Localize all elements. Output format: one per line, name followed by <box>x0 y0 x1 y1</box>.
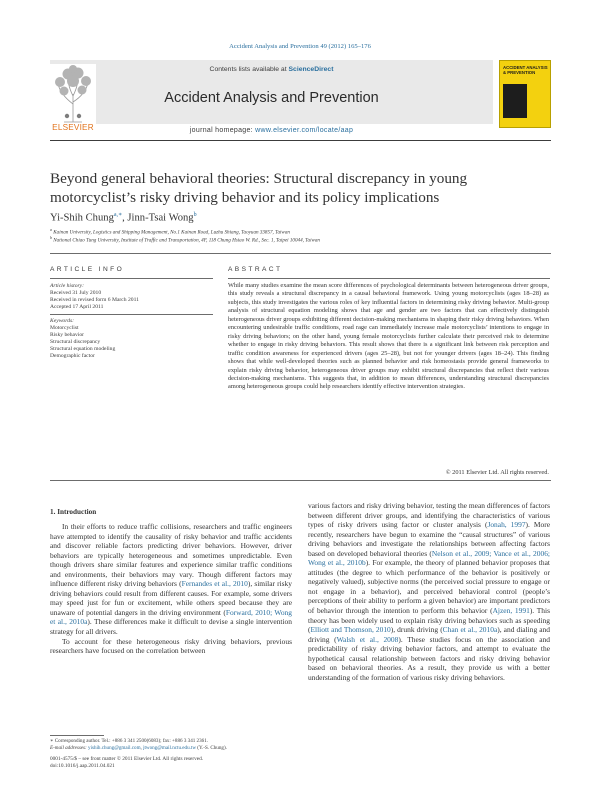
history-entry: Received in revised form 6 March 2011 <box>50 297 139 303</box>
article-info-rule <box>50 278 213 279</box>
contents-line <box>50 66 493 73</box>
email-tail: (Y.-S. Chung). <box>196 745 227 751</box>
body-text: ), and dialing and driving ( <box>308 625 550 644</box>
body-text: various factors and risky driving behavior, testing the mean differences of factors between different driver groups, and identifying the characteristics of various types of risky drivers using factor or cluster analysis ( <box>308 501 550 530</box>
history-label: Article history: <box>50 283 85 289</box>
doi-line[interactable]: doi:10.1016/j.aap.2011.04.021 <box>50 763 115 769</box>
author-separator: , <box>122 212 128 224</box>
copyright-notice: © 2011 Elsevier Ltd. All rights reserved. <box>445 469 549 476</box>
body-text: ). These differences make it difficult to devise a single intervention strategy for all drivers. <box>50 617 292 637</box>
journal-cover-thumbnail[interactable] <box>499 60 551 128</box>
citation-link[interactable]: Ajzen, 1991 <box>492 606 530 616</box>
affiliation <box>50 235 550 244</box>
cover-graphic <box>503 84 527 118</box>
body-text: To account for these heterogeneous risky driving behaviors, previous researchers have focused on the correlation between <box>50 636 292 656</box>
body-text: ). This theory has been widely used to explain risky driving behaviors such as speeding ( <box>308 606 550 635</box>
citation-link[interactable]: Fernandes et al., 2010 <box>181 579 248 589</box>
citation-link[interactable]: Forward, 2010; Wong et al., 2010a <box>50 607 292 627</box>
citation-link[interactable]: Elliott and Thomson, 2010 <box>310 625 391 635</box>
affiliation-text: National Chiao Tung University, Institute of Traffic and Transportation, 4F, 118 Chung Hsiao W. Rd., Sec. 1, Taipei 10044, Taiwan <box>53 237 320 244</box>
title-rule <box>50 253 551 254</box>
journal-homepage-line <box>50 127 493 134</box>
body-text: ). These studies focus on the association and predictability of risky driving behavior factors, and attempt to evaluate the hypothetical causal relationship between factors and risky driving behavior based on behavioral theories. As a result, they provide us with a better understanding of the formation of various risky driving behaviors. <box>308 634 550 682</box>
history-entry: Accepted 17 April 2011 <box>50 304 104 310</box>
keyword: Motorcyclist <box>50 325 79 331</box>
journal-name: Accident Analysis and Prevention <box>164 90 379 106</box>
email-footnote <box>50 745 292 751</box>
footnote-rule <box>50 735 104 736</box>
sciencedirect-link[interactable]: ScienceDirect <box>288 66 334 73</box>
affiliation-text: Kainan University, Logistics and Shipping Management, No.1 Kainan Road, Luzhu Shiang, Taoyuan 33857, Taiwan <box>53 229 290 236</box>
article-title: Beyond general behavioral theories: Structural discrepancy in young motorcyclist’s risky driving behavior and its policy implications <box>50 170 468 206</box>
body-text: ), similar risky driving behaviors could result from different causes. For example, some drivers may speed just for fun or excitement, while others speed because they are unaware of potential dangers in the driving environment ( <box>50 579 292 617</box>
author-name: Jinn-Tsai Wong <box>127 212 194 224</box>
keywords-label: Keywords: <box>50 318 75 324</box>
section-heading: 1. Introduction <box>50 508 97 516</box>
author-list <box>50 211 197 224</box>
contents-prefix: Contents lists available at <box>209 66 289 73</box>
author-affiliation-mark[interactable]: a,∗ <box>113 212 123 218</box>
body-paragraph <box>308 501 550 682</box>
body-column-left <box>50 522 292 656</box>
body-text: In their efforts to reduce traffic collisions, researchers and traffic engineers have attempted to identify the causality of risky behavior and traffic accidents and discover reliable factors predicting driver behaviors. However, driver behaviors are typically heterogeneous and sometimes unpredictable. Even though drivers share similar features and experience similar traffic conditions and environments, their behaviors may vary. Though different factors may influence different risky driving behaviors ( <box>50 522 292 589</box>
keyword: Demographic factor <box>50 353 95 359</box>
body-paragraph <box>50 637 292 656</box>
keyword: Structural equation modeling <box>50 346 116 352</box>
abstract-heading: ABSTRACT <box>228 266 283 273</box>
citation-link[interactable]: Chan et al., 2010a <box>442 625 498 635</box>
homepage-link[interactable]: www.elsevier.com/locate/aap <box>255 127 354 134</box>
email-separator: , <box>140 745 144 751</box>
body-column-right <box>308 501 550 682</box>
publisher-wordmark: ELSEVIER <box>52 123 94 132</box>
affiliation-mark: b <box>50 235 52 240</box>
keywords-rule <box>50 314 213 315</box>
article-info-heading: ARTICLE INFO <box>50 266 125 273</box>
elsevier-tree-logo-icon <box>50 64 96 126</box>
email-link[interactable]: yishih.chung@gmail.com <box>88 745 141 751</box>
journal-citation[interactable]: Accident Analysis and Prevention 49 (2012) 165–176 <box>229 43 371 50</box>
body-text: ). For example, the theory of planned behavior proposes that attitudes (the degree to which performance of the behavior is positively or negatively valued), subjective norms (the perceived social pressure to engage or not engage in a behavior), and perceived behavioral control (people’s perceptions of their ability to perform a given behavior) are important predictors of behavior through the intention to perform this behavior ( <box>308 558 550 616</box>
citation-link[interactable]: Nelson et al., 2009; Vance et al., 2006; Wong et al., 2010b <box>308 548 550 568</box>
keyword: Structural discrepancy <box>50 339 101 345</box>
email-label: E-mail addresses: <box>50 745 89 751</box>
body-paragraph <box>50 522 292 637</box>
abstract-bottom-rule <box>50 480 551 481</box>
author-affiliation-mark[interactable]: b <box>193 212 197 218</box>
citation-link[interactable]: Walsh et al., 2008 <box>336 634 399 644</box>
history-entry: Received 31 July 2010 <box>50 290 102 296</box>
email-link[interactable]: jtwong@mail.nctu.edu.tw <box>143 745 197 751</box>
abstract-rule <box>228 278 550 279</box>
homepage-prefix: journal homepage: <box>189 127 256 134</box>
corresponding-author-footnote: ∗ Corresponding author. Tel.: +886 3 341 2500(6083); fax: +886 3 341 2361. <box>50 738 209 744</box>
header-rule <box>50 140 551 141</box>
author-name: Yi-Shih Chung <box>50 212 114 224</box>
body-text: ). More recently, researchers have begun to examine the “causal structures” of various driving behaviors and investigate the relationships between affecting factors based on developed behavioral theories ( <box>308 520 551 558</box>
keyword: Risky behavior <box>50 332 85 338</box>
citation-link[interactable]: Jonah, 1997 <box>487 520 526 530</box>
abstract-text: While many studies examine the mean score differences of psychological determinants between heterogeneous driver groups, this study reveals a structural discrepancy in a causal behavioral framework. Using young motorcyclists (ages 18–28) as subjects, this study investigates the various roles of key influential factors in determining risky driving behavior. Multi-group analysis of structural equation modeling shows that age and gender are two factors that can effectively distinguish heterogeneous driver groups exhibiting different decision-making mechanisms in shaping their risky driving behaviors. When encountering undesirable traffic conditions, road rage can immediately increase male motorcyclists’ intentions to engage in risky driving behaviors; on the other hand, young female motorcyclists further calculate their perceived risk to determine whether to engage in risky driving behaviors. This result shows that there is a significant link between risk perception and traffic condition awareness for experienced drivers (ages 25–28), but not for younger drivers (ages 18–24). This finding shows that while well-developed theories such as planned behavior and risk homeostasis provide general frameworks to explain risky driving behavior, heterogeneous driver groups may exhibit structural discrepancies that reflect their various decision-making mechanisms. This suggests that, in addition to mean differences, understanding structural discrepancies among heterogeneous groups could help researchers identify effective intervention strategies. <box>228 282 549 391</box>
issn-line: 0001-4575/$ – see front matter © 2011 Elsevier Ltd. All rights reserved. <box>50 756 204 762</box>
cover-title: ACCIDENT ANALYSIS & PREVENTION <box>503 65 548 75</box>
affiliation-mark: a <box>50 227 52 232</box>
body-text: ), drunk driving ( <box>390 625 443 635</box>
